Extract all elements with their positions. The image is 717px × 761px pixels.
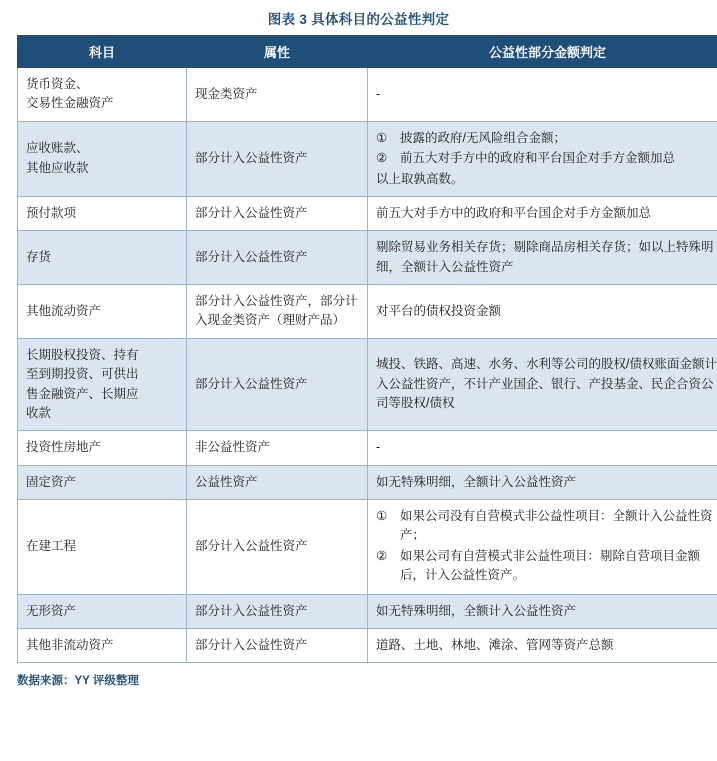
- table-body: [18, 68, 717, 663]
- table-row: [18, 121, 717, 196]
- table-header-row: [18, 36, 717, 68]
- subject-line: 其他流动资产: [26, 303, 102, 318]
- cell-attribute: 部分计入公益性资产: [187, 594, 368, 628]
- cell-attribute: 部分计入公益性资产: [187, 628, 368, 662]
- cell-judgement: 道路、土地、林地、滩涂、管网等资产总额: [368, 628, 717, 662]
- table-row: [18, 196, 717, 230]
- subject-line: 应收账款、: [26, 141, 89, 156]
- table-row: [18, 628, 717, 662]
- cell-judgement: [368, 500, 717, 595]
- subject-line: 至到期投资、可供出: [26, 367, 139, 382]
- subject-line: 其他应收款: [26, 160, 89, 175]
- subject-line: 无形资产: [26, 603, 77, 618]
- subject-line: 货币资金、: [26, 77, 89, 91]
- table-row: [18, 231, 717, 285]
- cell-attribute: 公益性资产: [187, 465, 368, 499]
- cell-subject: [18, 338, 187, 431]
- cell-attribute: 现金类资产: [187, 68, 368, 122]
- subject-line: 存货: [26, 249, 52, 264]
- judgement-list-item: [376, 129, 717, 148]
- judgement-list-item: [376, 547, 717, 586]
- cell-subject: [18, 121, 187, 196]
- subject-line: 预付款项: [26, 205, 77, 220]
- cell-judgement: 对平台的债权投资金额: [368, 285, 717, 339]
- cell-subject: [18, 431, 187, 465]
- table-row: [18, 68, 717, 122]
- table-header: [18, 36, 717, 68]
- list-item-text: 披露的政府/无风险组合金额；: [400, 130, 566, 145]
- cell-judgement: -: [368, 431, 717, 465]
- cell-judgement: 如无特殊明细，全额计入公益性资产: [368, 594, 717, 628]
- cell-subject: [18, 500, 187, 595]
- list-item-text: 如果公司有自营模式非公益性项目：剔除自营项目金额后，计入公益性资产。: [400, 548, 701, 583]
- subject-line: 收款: [26, 405, 52, 420]
- cell-attribute: 部分计入公益性资产: [187, 500, 368, 595]
- judgement-table: [17, 35, 717, 663]
- cell-subject: [18, 628, 187, 662]
- list-marker: ①: [376, 509, 388, 523]
- cell-judgement: 剔除贸易业务相关存货；剔除商品房相关存货；如以上特殊明细，全额计入公益性资产: [368, 231, 717, 285]
- column-header-judgement: 公益性部分金额判定: [368, 36, 717, 68]
- table-row: [18, 338, 717, 431]
- subject-line: 固定资产: [26, 474, 77, 489]
- table-row: [18, 431, 717, 465]
- judgement-tail: 以上取孰高数。: [376, 171, 464, 186]
- cell-subject: [18, 465, 187, 499]
- cell-judgement: 城投、铁路、高速、水务、水利等公司的股权/债权账面金额计入公益性资产，不计产业国企、银行、产投基金、民企合资公司等股权/债权: [368, 338, 717, 431]
- subject-line: 长期股权投资、持有: [26, 347, 139, 362]
- judgement-list: [376, 507, 717, 586]
- subject-line: 在建工程: [26, 539, 77, 554]
- list-marker: ②: [376, 548, 388, 563]
- cell-attribute: 部分计入公益性资产: [187, 231, 368, 285]
- source-value: YY 评级整理: [74, 675, 139, 688]
- judgement-list-item: [376, 149, 717, 168]
- table-row: [18, 285, 717, 339]
- source-label: 数据来源：: [17, 675, 75, 688]
- table-row: [18, 465, 717, 499]
- subject-line: 其他非流动资产: [26, 637, 114, 652]
- judgement-list: [376, 129, 717, 169]
- cell-judgement: [368, 121, 717, 196]
- cell-subject: [18, 594, 187, 628]
- source-note: [17, 672, 700, 688]
- cell-attribute: 部分计入公益性资产: [187, 121, 368, 196]
- cell-judgement: 前五大对手方中的政府和平台国企对手方金额加总: [368, 196, 717, 230]
- subject-line: 售金融资产、长期应: [26, 386, 139, 401]
- cell-judgement: -: [368, 68, 717, 122]
- list-marker: ②: [376, 151, 388, 166]
- subject-line: 交易性金融资产: [26, 96, 114, 111]
- cell-attribute: 非公益性资产: [187, 431, 368, 465]
- cell-subject: [18, 231, 187, 285]
- table-row: [18, 500, 717, 595]
- list-marker: ①: [376, 130, 388, 145]
- cell-subject: [18, 68, 187, 122]
- cell-subject: [18, 285, 187, 339]
- list-item-text: 前五大对手方中的政府和平台国企对手方金额加总: [400, 151, 676, 166]
- cell-attribute: 部分计入公益性资产: [187, 338, 368, 431]
- column-header-subject: 科目: [18, 36, 187, 68]
- cell-subject: [18, 196, 187, 230]
- judgement-list-item: [376, 507, 717, 546]
- list-item-text: 如果公司没有自营模式非公益性项目：全额计入公益性资产；: [400, 509, 713, 543]
- subject-line: 投资性房地产: [26, 440, 102, 455]
- cell-attribute: 部分计入公益性资产: [187, 196, 368, 230]
- figure-title: 图表 3 具体科目的公益性判定: [267, 12, 450, 27]
- cell-judgement: 如无特殊明细，全额计入公益性资产: [368, 465, 717, 499]
- column-header-attribute: 属性: [187, 36, 368, 68]
- cell-attribute: 部分计入公益性资产，部分计入现金类资产（理财产品）: [187, 285, 368, 339]
- table-row: [18, 594, 717, 628]
